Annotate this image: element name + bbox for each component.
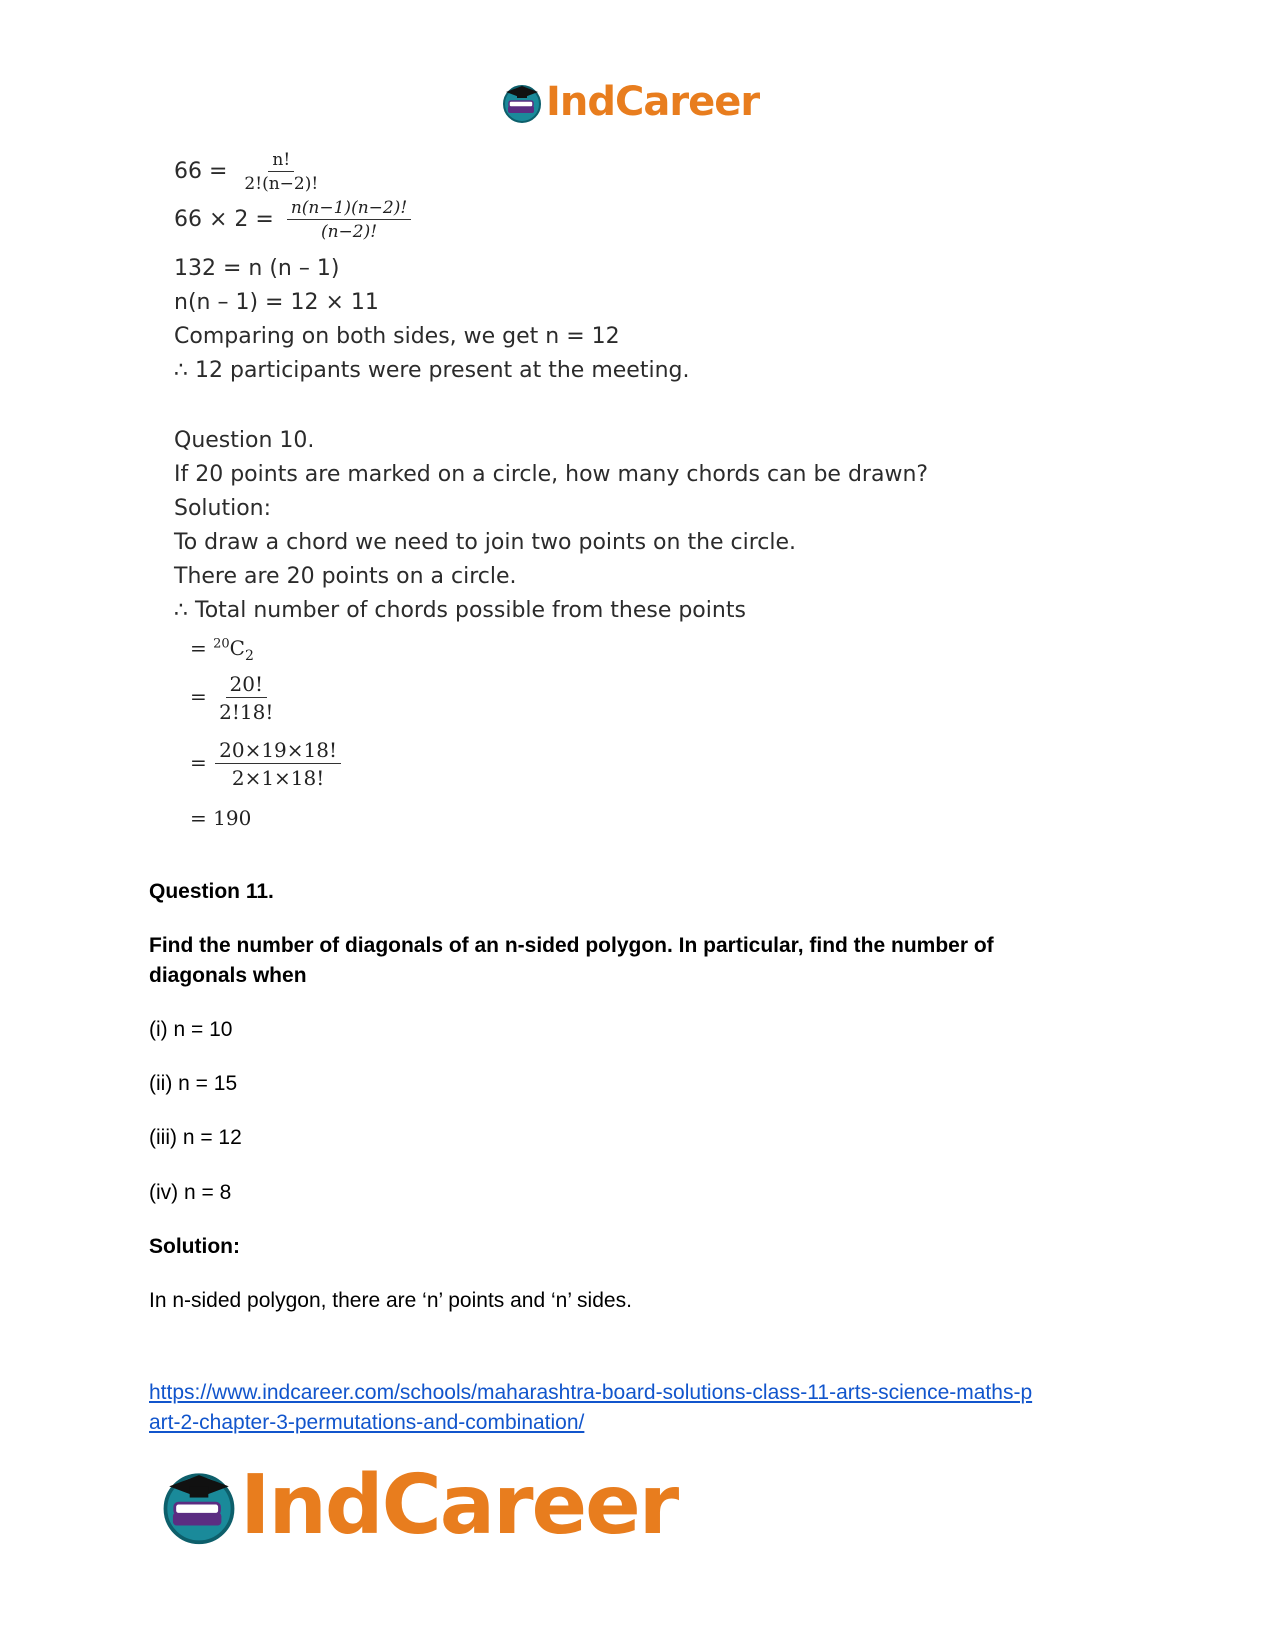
option-iii: (iii) n = 12 (149, 1126, 242, 1149)
graduation-cap-book-icon (158, 1464, 240, 1546)
conclusion-text: ∴ 12 participants were present at the meeting. (174, 358, 690, 383)
question-11-text-line-2: diagonals when (149, 964, 307, 987)
fraction-numerator: n! (268, 150, 294, 172)
question-11-text-line-1: Find the number of diagonals of an n-sided polygon. In particular, find the number of (149, 934, 994, 957)
comparison-text: Comparing on both sides, we get n = 12 (174, 324, 620, 349)
question-10-step-3: ∴ Total number of chords possible from these points (174, 598, 746, 623)
equation-line-2: 66 × 2 = $\frac{n(n-1)(n-2)!}{(n-2)!}$ (174, 198, 411, 242)
fraction-denominator: 2!18! (219, 700, 274, 724)
fraction-numerator: 20×19×18! (215, 738, 341, 764)
option-ii: (ii) n = 15 (149, 1072, 238, 1095)
header-logo (500, 76, 759, 128)
math-fraction-line-1: = $\frac{20!}{2!18!}$ (190, 672, 277, 724)
question-10-solution-label: Solution: (174, 496, 272, 521)
fraction-numerator: 20! (226, 672, 268, 698)
fraction-denominator: (n−2)! (320, 222, 378, 242)
equation-line-3: 132 = n (n – 1) (174, 256, 340, 281)
math-combination-line: = $^{20}C_2$ (190, 636, 254, 664)
fraction-numerator: n(n−1)(n−2)! (287, 198, 411, 220)
solution-text: In n-sided polygon, there are ‘n’ points and ‘n’ sides. (149, 1289, 632, 1312)
footer-logo (158, 1457, 678, 1553)
question-10-step-1: To draw a chord we need to join two points on the circle. (174, 530, 797, 555)
equation-line-4: n(n – 1) = 12 × 11 (174, 290, 379, 315)
math-result-line: = 190 (190, 806, 252, 830)
math-fraction-line-2: = $\frac{20\times 19\times 18!}{2\times 1\times 18!}$ (190, 738, 341, 790)
solution-label: Solution: (149, 1235, 240, 1258)
option-i: (i) n = 10 (149, 1018, 233, 1041)
question-10-step-2: There are 20 points on a circle. (174, 564, 517, 589)
source-link-line-2[interactable]: art-2-chapter-3-permutations-and-combination/ (149, 1411, 585, 1434)
question-10-title: Question 10. (174, 428, 315, 453)
equation-line-1: 66 = $\frac{n!}{2!(n-2)!}$ (174, 150, 322, 194)
logo-wordmark: IndCareer (240, 1457, 678, 1553)
question-11-title: Question 11. (149, 880, 274, 903)
graduation-cap-book-icon (500, 80, 544, 124)
fraction-denominator: 2×1×18! (231, 766, 325, 790)
logo-wordmark: IndCareer (546, 79, 760, 125)
fraction-denominator: 2!(n−2)! (244, 174, 319, 194)
option-iv: (iv) n = 8 (149, 1181, 232, 1204)
question-10-text: If 20 points are marked on a circle, how many chords can be drawn? (174, 462, 929, 487)
source-link-line-1[interactable]: https://www.indcareer.com/schools/maharashtra-board-solutions-class-11-arts-science-maths-p (149, 1381, 1033, 1404)
